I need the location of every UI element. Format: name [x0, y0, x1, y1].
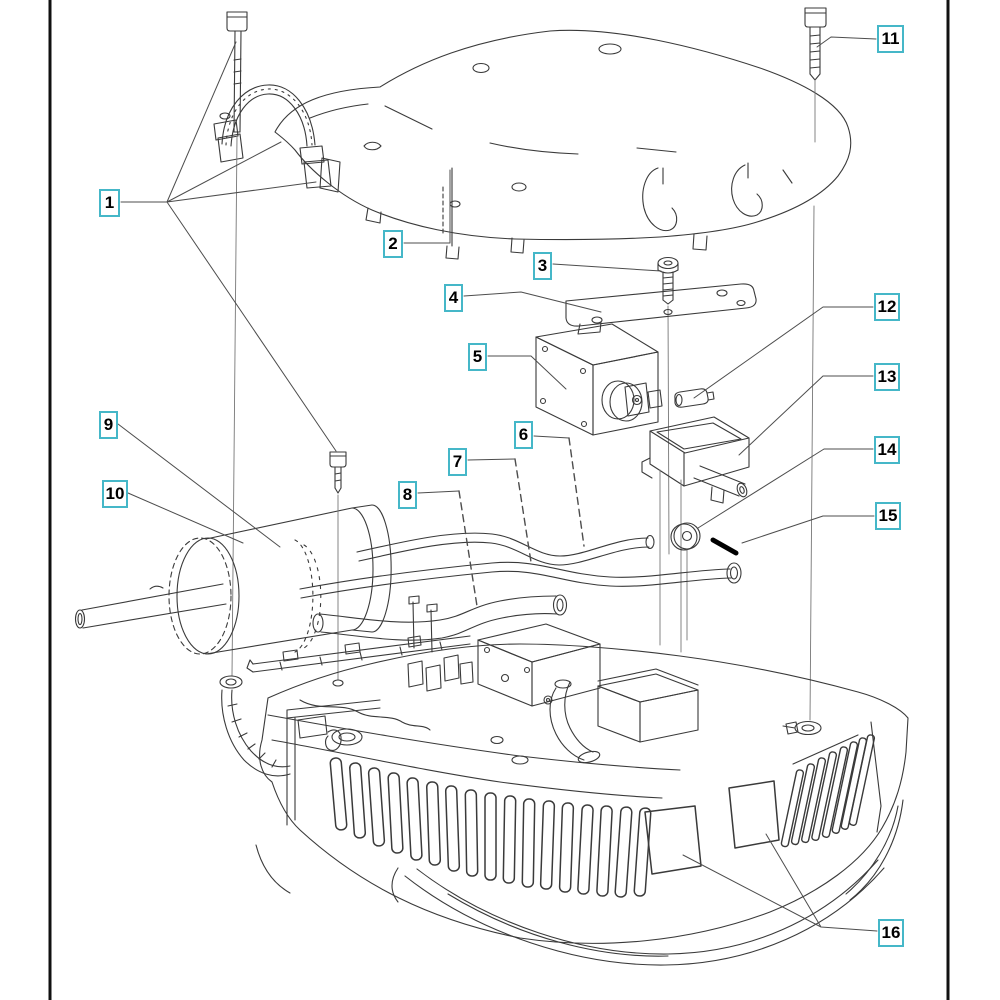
callout-5: 5 [468, 343, 487, 371]
callout-12: 12 [874, 293, 900, 321]
callout-10: 10 [102, 480, 128, 508]
callout-4: 4 [444, 284, 463, 312]
shaft-tube-part [76, 584, 227, 628]
callout-14: 14 [874, 436, 900, 464]
solenoid-box-part [536, 324, 662, 435]
bracket-cup-part [642, 417, 749, 652]
tube-upper-part [357, 533, 654, 565]
callout-9: 9 [99, 411, 118, 439]
top-cover-part [275, 30, 851, 259]
callout-6: 6 [514, 421, 533, 449]
callout-8: 8 [398, 481, 417, 509]
tube-lower-part [313, 595, 567, 640]
callout-3: 3 [533, 252, 552, 280]
pin-part [713, 540, 736, 553]
leader-lines [118, 37, 877, 931]
callout-15: 15 [875, 502, 901, 530]
callout-11: 11 [877, 25, 904, 53]
small-screw-part [330, 452, 346, 686]
right-bolt-part [783, 8, 826, 735]
callout-2: 2 [383, 230, 403, 258]
callout-1: 1 [99, 189, 120, 217]
handle-hoop-part [214, 85, 340, 192]
callout-13: 13 [874, 363, 900, 391]
frame-rules [50, 0, 948, 1000]
tube-middle-part [300, 562, 741, 598]
callout-7: 7 [448, 448, 467, 476]
vent-slots-right [781, 734, 875, 847]
vent-slots-front [330, 758, 651, 898]
callout-16: 16 [878, 919, 904, 947]
